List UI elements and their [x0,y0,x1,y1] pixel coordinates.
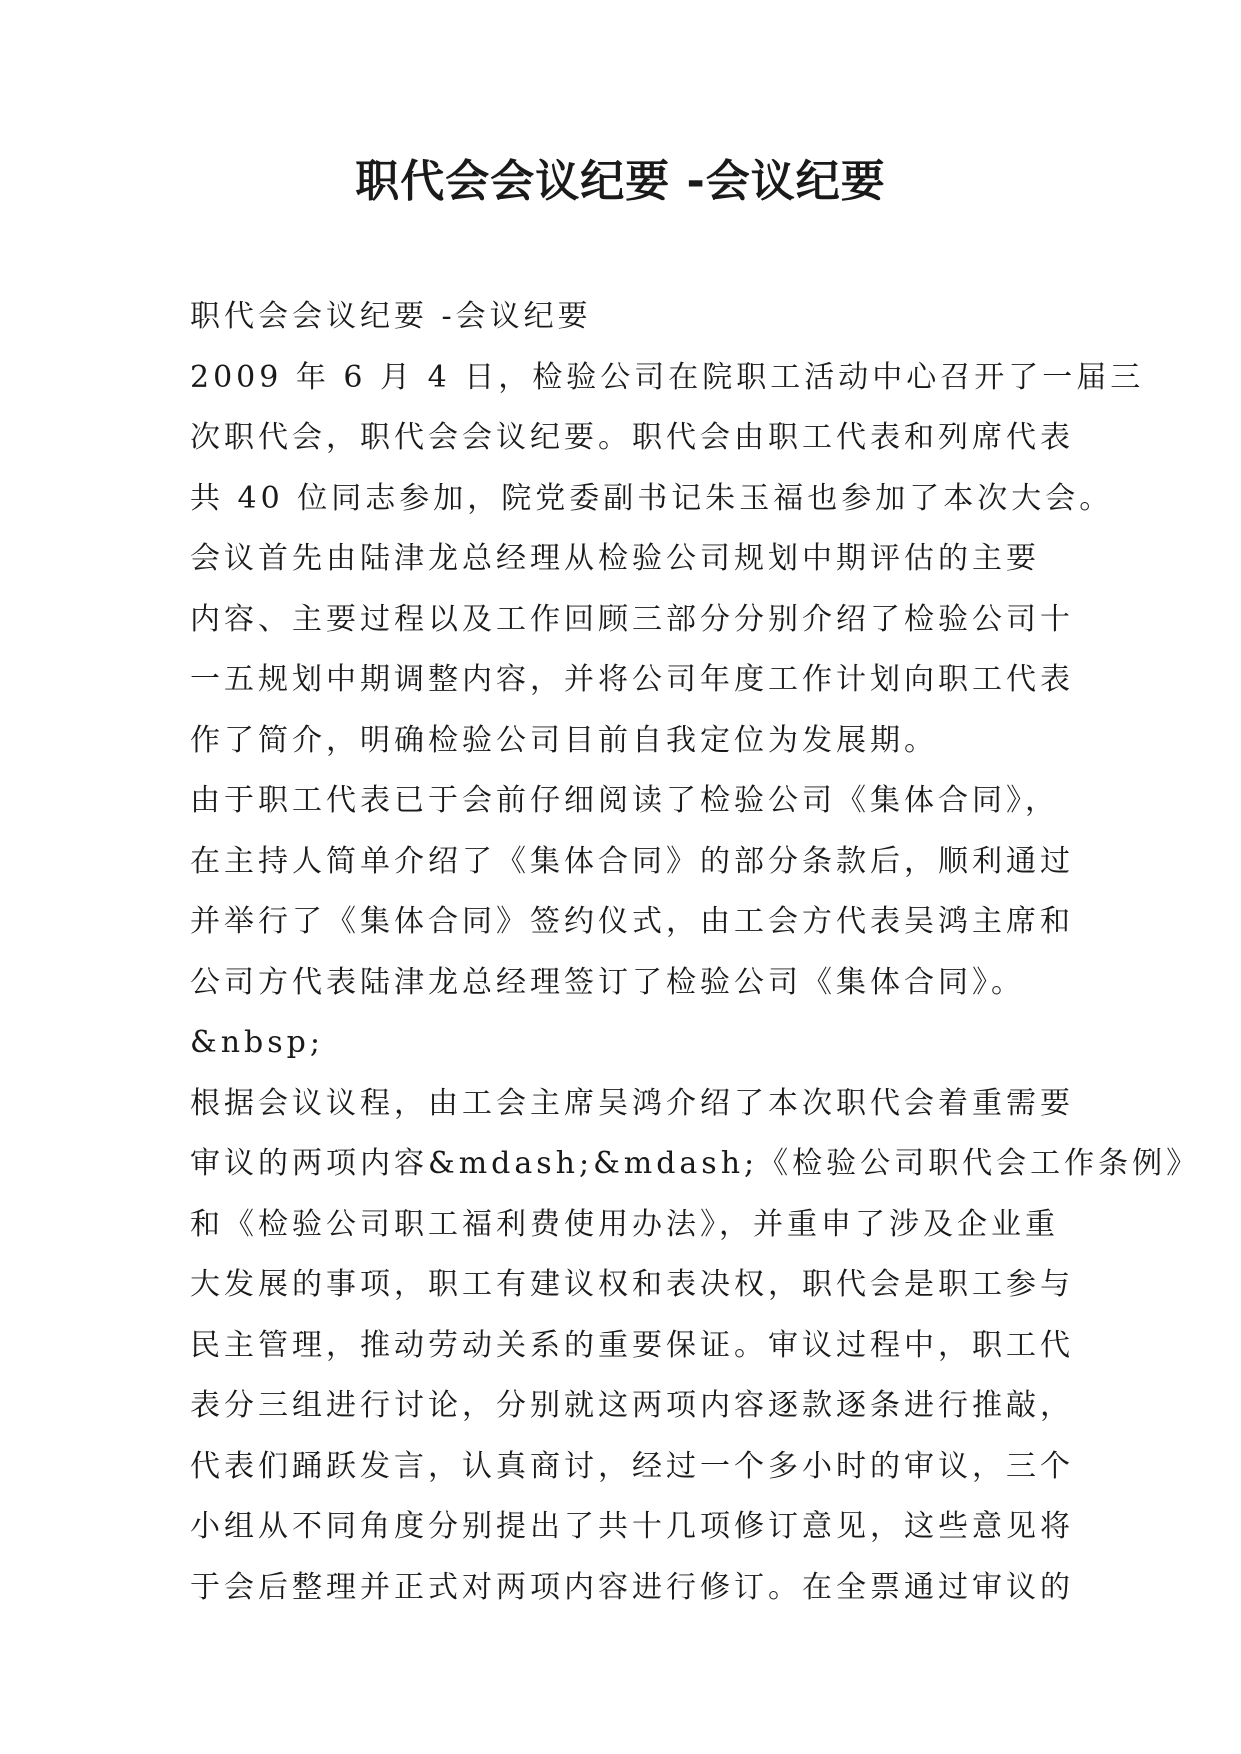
body-line: 2009 年 6 月 4 日，检验公司在院职工活动中心召开了一届三 [190,359,1145,395]
body-line: 表分三组进行讨论，分别就这两项内容逐款逐条进行推敲， [190,1388,1074,1423]
body-line: 职代会会议纪要 -会议纪要 [190,299,592,334]
body-line: 由于职工代表已于会前仔细阅读了检验公司《集体合同》， [190,783,1059,818]
body-line: 民主管理，推动劳动关系的重要保证。审议过程中，职工代 [190,1327,1074,1363]
body-line: &nbsp; [190,1025,324,1060]
body-line: 大发展的事项，职工有建议权和表决权，职代会是职工参与 [190,1267,1074,1302]
body-line: 小组从不同角度分别提出了共十几项修订意见，这些意见将 [190,1509,1074,1544]
body-line: 并举行了《集体合同》签约仪式，由工会方代表吴鸿主席和 [190,904,1074,939]
body-line: 次职代会，职代会会议纪要。职代会由职工代表和列席代表 [190,420,1074,455]
body-line: 内容、主要过程以及工作回顾三部分分别介绍了检验公司十 [190,601,1074,637]
document-body [190,287,1201,1618]
body-line: 作了简介，明确检验公司目前自我定位为发展期。 [190,722,938,758]
document-title: 职代会会议纪要 -会议纪要 [355,156,886,207]
body-line: 在主持人简单介绍了《集体合同》的部分条款后，顺利通过 [190,843,1074,879]
body-line: 会议首先由陆津龙总经理从检验公司规划中期评估的主要 [190,541,1040,576]
body-line: 根据会议议程，由工会主席吴鸿介绍了本次职代会着重需要 [190,1085,1074,1121]
body-line: 于会后整理并正式对两项内容进行修订。在全票通过审议的 [190,1569,1074,1605]
body-line: 代表们踊跃发言，认真商讨，经过一个多小时的审议，三个 [190,1448,1074,1484]
body-line: 共 40 位同志参加，院党委副书记朱玉福也参加了本次大会。 [190,480,1114,516]
body-line: 公司方代表陆津龙总经理签订了检验公司《集体合同》。 [190,964,1025,1000]
body-line: 一五规划中期调整内容，并将公司年度工作计划向职工代表 [190,662,1074,697]
body-line: 审议的两项内容&mdash;&mdash;《检验公司职代会工作条例》 [190,1146,1201,1181]
body-line: 和《检验公司职工福利费使用办法》，并重申了涉及企业重 [190,1206,1059,1242]
